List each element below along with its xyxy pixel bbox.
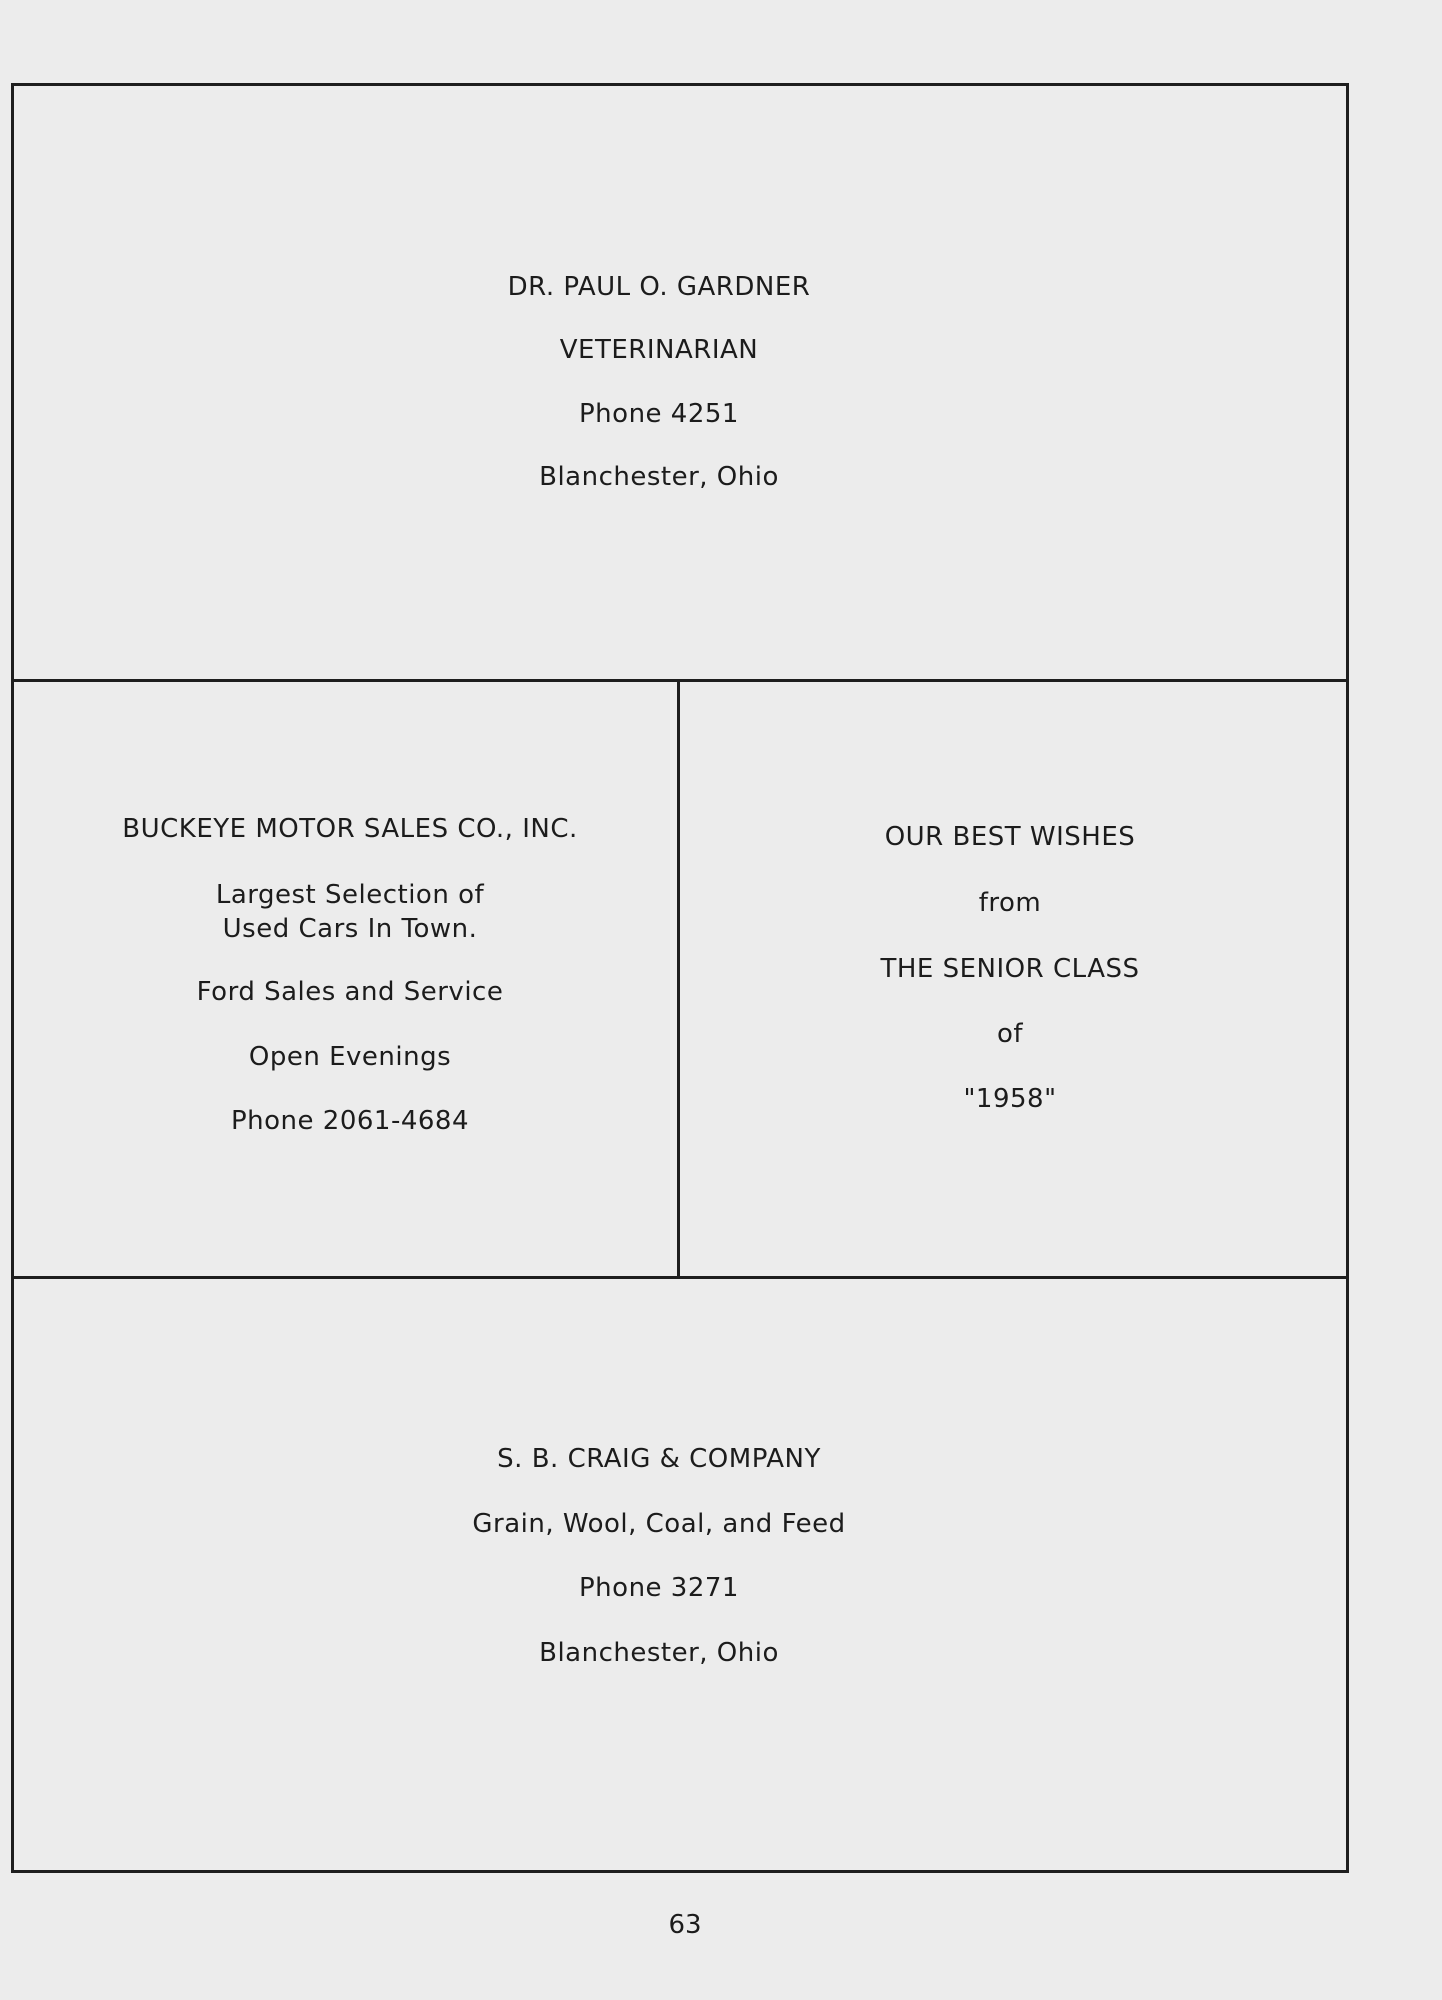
craig-products: Grain, Wool, Coal, and Feed (472, 1509, 846, 1539)
gardner-profession: VETERINARIAN (559, 335, 759, 365)
buckeye-tagline-2: Used Cars In Town. (222, 914, 478, 944)
buckeye-tagline-1: Largest Selection of (215, 880, 485, 910)
ad-gardner (14, 272, 1304, 492)
senior-line-3: THE SENIOR CLASS (880, 954, 1140, 984)
ad-buckeye (40, 814, 660, 1136)
divider-middle (677, 679, 680, 1279)
craig-location: Blanchester, Ohio (539, 1638, 779, 1668)
ad-senior-class (700, 822, 1320, 1114)
buckeye-service: Ford Sales and Service (196, 977, 504, 1007)
divider-top (11, 679, 1349, 682)
divider-bottom (11, 1276, 1349, 1279)
buckeye-name: BUCKEYE MOTOR SALES CO., INC. (122, 814, 578, 844)
senior-line-5: "1958" (963, 1084, 1057, 1114)
senior-line-1: OUR BEST WISHES (884, 822, 1136, 852)
buckeye-hours: Open Evenings (248, 1042, 452, 1072)
senior-line-2: from (978, 888, 1042, 918)
craig-phone: Phone 3271 (579, 1573, 739, 1603)
ad-craig (14, 1444, 1304, 1668)
gardner-location: Blanchester, Ohio (539, 462, 779, 492)
gardner-phone: Phone 4251 (579, 399, 739, 429)
gardner-name: DR. PAUL O. GARDNER (507, 272, 811, 302)
craig-name: S. B. CRAIG & COMPANY (497, 1444, 821, 1474)
buckeye-phone: Phone 2061-4684 (230, 1106, 470, 1136)
page-number: 63 (668, 1910, 702, 1940)
senior-line-4: of (996, 1019, 1024, 1049)
